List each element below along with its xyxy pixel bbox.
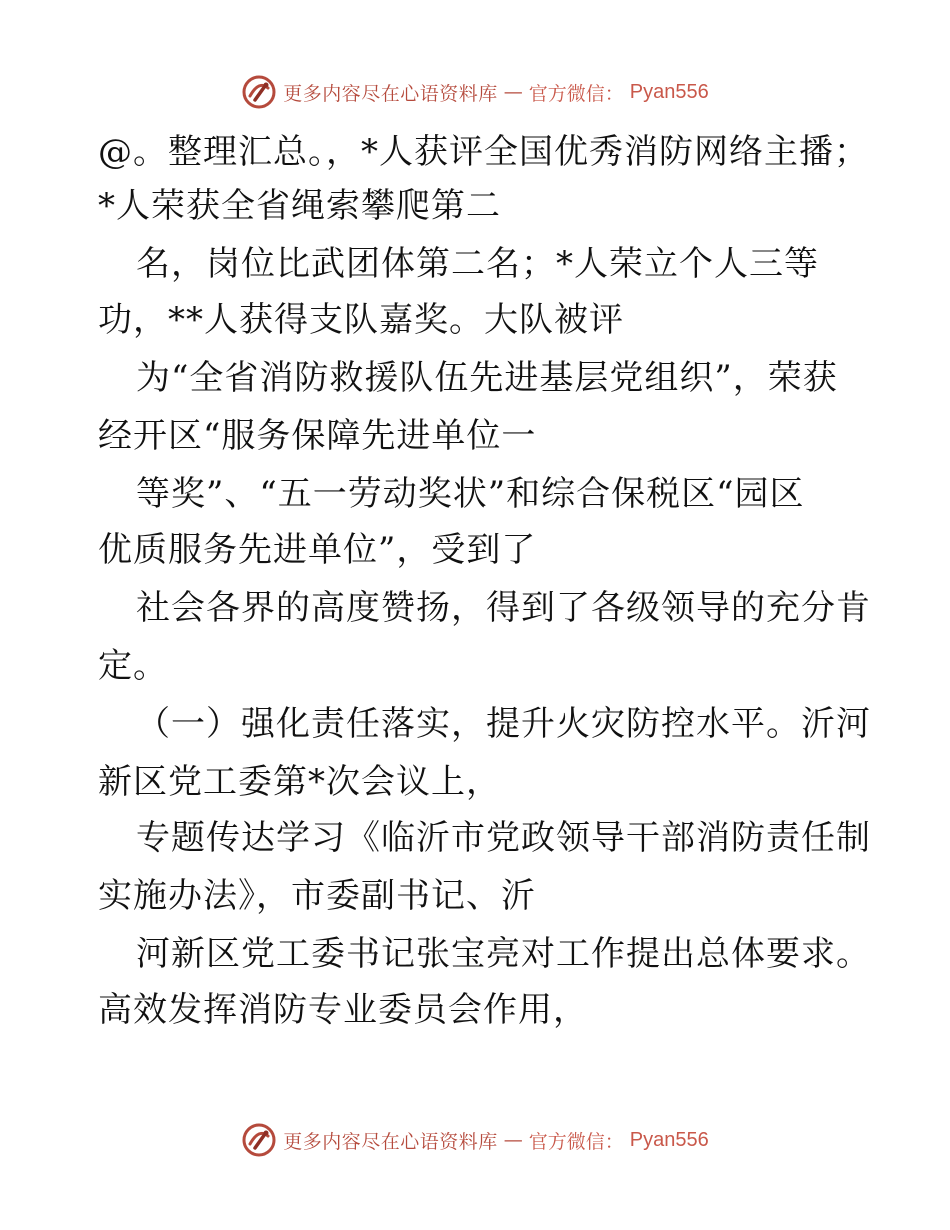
header-watermark [0,72,950,112]
text-line: 高效发挥消防专业委员会作用， [98,990,588,1030]
text-line: 专题传达学习《临沂市党政领导干部消防责任制 [136,818,871,858]
text-line: 社会各界的高度赞扬，得到了各级领导的充分肯 [136,588,871,628]
text-line: 功，**人获得支队嘉奖。大队被评 [98,300,624,340]
watermark-id: Pyan556 [629,1128,709,1151]
text-line: 经开区“服务保障先进单位一 [98,416,537,456]
text-line: 定。 [98,646,168,686]
logo-seal-icon [241,74,277,110]
watermark-dash: — [503,81,523,103]
text-line: 实施办法》，市委副书记、沂 [98,876,536,916]
text-line: 新区党工委第*次会议上， [98,762,501,802]
watermark-text: 更多内容尽在心语资料库 [283,82,498,105]
footer-watermark [0,1120,950,1160]
watermark-label: 官方微信： [528,1130,624,1153]
text-line: 优质服务先进单位”，受到了 [98,530,537,570]
text-line: *人荣获全省绳索攀爬第二 [98,186,501,226]
watermark-dash: — [503,1129,523,1151]
logo-seal-icon [241,1122,277,1158]
watermark-label: 官方微信： [528,82,624,105]
text-line: 河新区党工委书记张宝亮对工作提出总体要求。 [136,934,871,974]
text-line: 等奖”、“五一劳动奖状”和综合保税区“园区 [136,474,805,514]
text-line: 为“全省消防救援队伍先进基层党组织”，荣获 [136,358,838,398]
text-line: @。整理汇总。，*人获评全国优秀消防网络主播； [98,132,869,172]
watermark-text: 更多内容尽在心语资料库 [283,1130,498,1153]
watermark-id: Pyan556 [629,80,709,103]
text-line: （一）强化责任落实，提升火灾防控水平。沂河 [136,704,871,744]
text-line: 名，岗位比武团体第二名；*人荣立个人三等 [136,244,819,284]
